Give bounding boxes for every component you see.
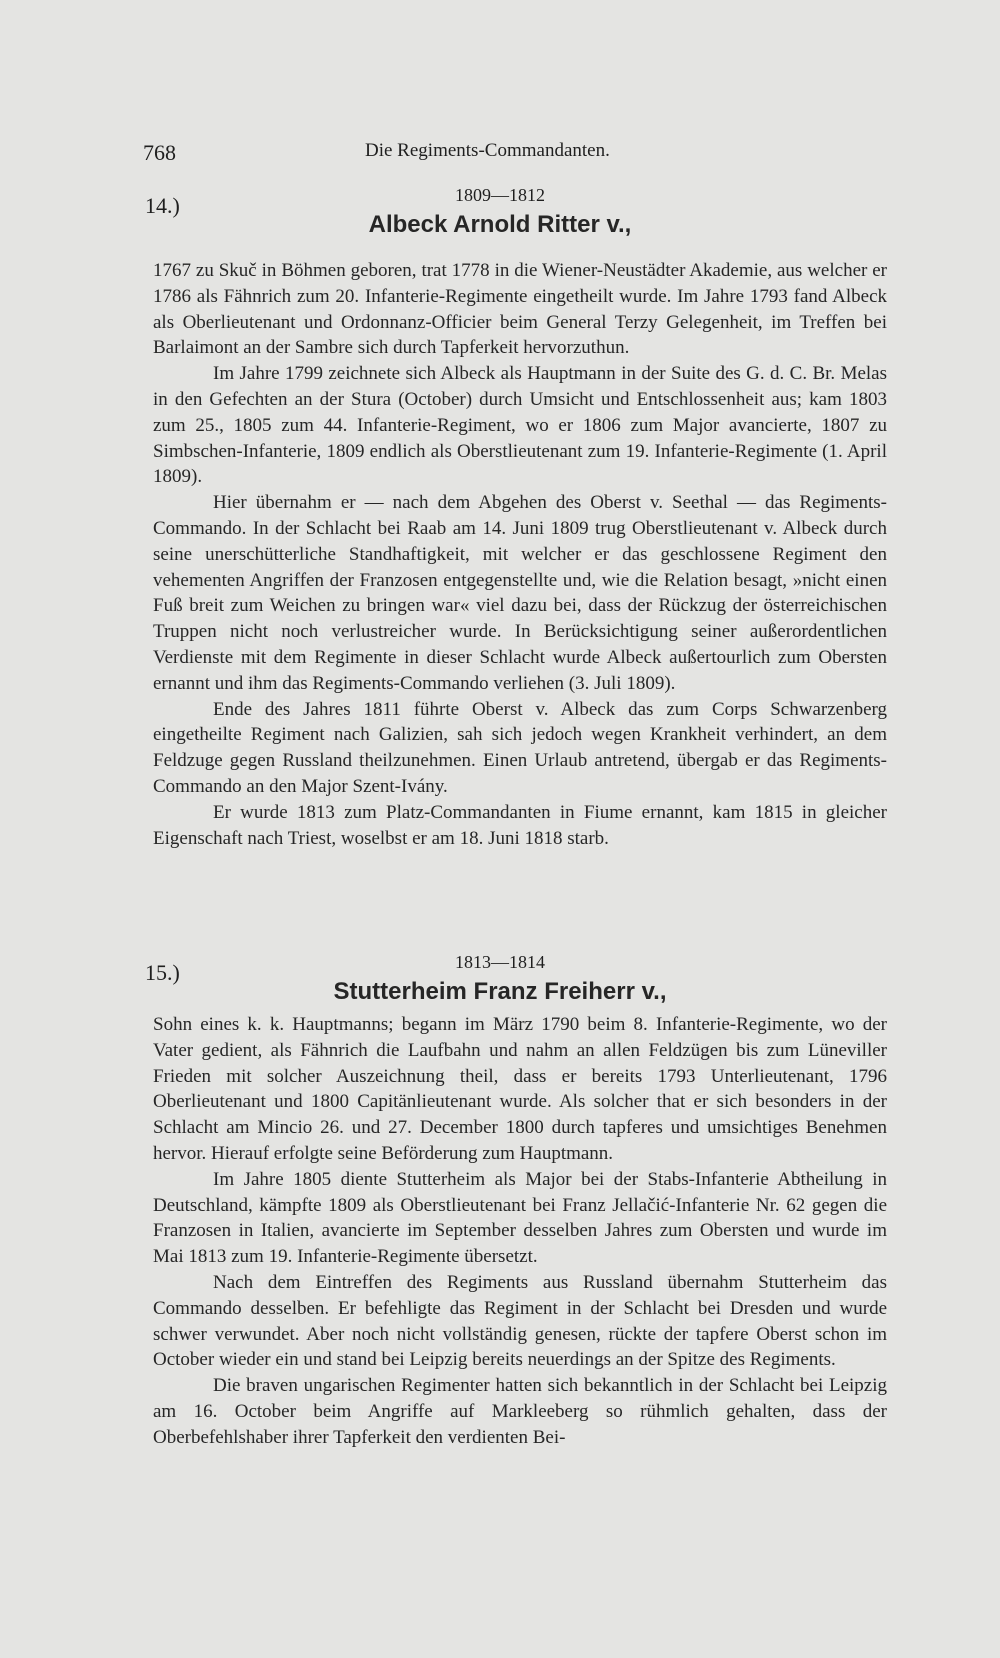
paragraph: Sohn eines k. k. Hauptmanns; begann im März 1790 beim 8. Infanterie-Regimente, wo der Vater gedient, als Fähnrich die Laufbahn und nahm an allen Feldzügen bis zum Lüneviller Frieden mit solcher Auszeichnung theil, dass er bereits 1793 Unterlieutenant, 1796 Oberlieutenant und 1800 Capitänlieutenant wurde. Als solcher that er sich besonders in der Schlacht am Mincio 26. und 27. December 1800 durch tapferes und umsichtiges Benehmen hervor. Hierauf erfolgte seine Beförderung zum Hauptmann.	[153, 1014, 887, 1164]
entry-number: 14.)	[145, 193, 180, 218]
paragraph: Er wurde 1813 zum Platz-Commandanten in Fiume ernannt, kam 1815 in gleicher Eigenschaft nach Triest, woselbst er am 18. Juni 1818 starb.	[153, 801, 887, 849]
page-header	[0, 140, 1000, 170]
entry-name: Albeck Arnold Ritter v.,	[368, 211, 632, 238]
entry-years: 1809—1812	[455, 185, 545, 205]
entry-albeck-text	[153, 258, 887, 851]
paragraph: 1767 zu Skuč in Böhmen geboren, trat 1778 in die Wiener-Neustädter Akademie, aus welcher er 1786 als Fähnrich zum 20. Infanterie-Regimente eingetheilt wurde. Im Jahre 1793 fand Albeck als Oberlieutenant und Ordonnanz-Officier beim General Terzy Gelegenheit, im Treffen bei Barlaimont an der Sambre sich durch Tapferkeit hervorzuthun.	[153, 260, 887, 359]
entry-stutterheim-text	[153, 1012, 887, 1451]
paragraph: Hier übernahm er — nach dem Abgehen des Oberst v. Seethal — das Regiments-Commando. In der Schlacht bei Raab am 14. Juni 1809 trug Oberstlieutenant v. Albeck durch seine unerschütterliche Standhaftigkeit, mit welcher er das geschlossene Regiment den vehementen Angriffen der Franzosen entgegenstellte und, wie die Relation besagt, »nicht einen Fuß breit zum Weichen zu bringen war« viel dazu bei, dass der Rückzug der österreichischen Truppen nicht noch verlustreicher wurde. In Berücksichtigung seiner außerordentlichen Verdienste mit dem Regimente in dieser Schlacht wurde Albeck außertourlich zum Obersten ernannt und ihm das Regiments-Commando verliehen (3. Juli 1809).	[153, 492, 887, 694]
entry-years: 1813—1814	[455, 952, 545, 972]
entry-number: 15.)	[145, 960, 180, 985]
page-number: 768	[143, 140, 176, 165]
paragraph: Ende des Jahres 1811 führte Oberst v. Albeck das zum Corps Schwarzenberg eingetheilte Regiment nach Galizien, sah sich jedoch wegen Krankheit verhindert, an dem Feldzuge gegen Russland theilzunehmen. Einen Urlaub antretend, übergab er das Regiments-Commando an den Major Szent-Ivány.	[153, 698, 887, 797]
running-title: Die Regiments-Commandanten.	[365, 140, 610, 161]
paragraph: Im Jahre 1805 diente Stutterheim als Major bei der Stabs-Infanterie Abtheilung in Deutschland, kämpfte 1809 als Oberstlieutenant bei Franz Jellačić-Infanterie Nr. 62 gegen die Franzosen in Italien, avancierte im September desselben Jahres zum Obersten und wurde im Mai 1813 zum 19. Infanterie-Regimente übersetzt.	[153, 1168, 887, 1268]
paragraph: Die braven ungarischen Regimenter hatten sich bekanntlich in der Schlacht bei Leipzig am 16. October beim Angriffe auf Markleeberg so rühmlich gehalten, dass der Oberbefehlshaber ihrer Tapferkeit den verdienten Bei-	[153, 1375, 887, 1448]
paragraph: Nach dem Eintreffen des Regiments aus Russland übernahm Stutterheim das Commando desselben. Er befehligte das Regiment in der Schlacht bei Dresden und wurde schwer verwundet. Aber noch nicht vollständig genesen, rückte der tapfere Oberst schon im October wieder ein und stand bei Leipzig bereits neuerdings an der Spitze des Regiments.	[153, 1271, 887, 1371]
paragraph: Im Jahre 1799 zeichnete sich Albeck als Hauptmann in der Suite des G. d. C. Br. Melas in den Gefechten an der Stura (October) durch Umsicht und Entschlossenheit aus; kam 1803 zum 25., 1805 zum 44. Infanterie-Regiment, wo er 1806 zum Major avancierte, 1807 zu Simbschen-Infanterie, 1809 endlich als Oberstlieutenant zum 19. Infanterie-Regimente (1. April 1809).	[153, 363, 887, 488]
entry-name: Stutterheim Franz Freiherr v.,	[333, 978, 667, 1005]
